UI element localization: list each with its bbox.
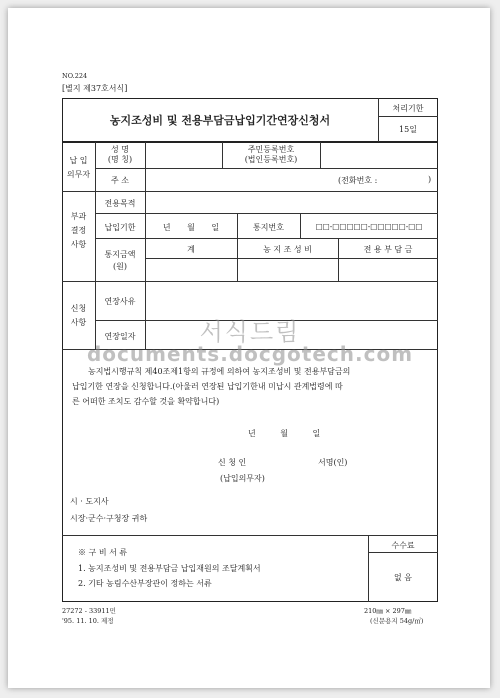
amount-farmland-field[interactable] [239,260,336,279]
application-section-label: 신청 사항 [70,304,87,327]
recipient-line-2: 시장·군수·구청장 귀하 [70,514,148,523]
address-label: 주 소 [111,176,129,185]
amount-total-header: 계 [187,245,195,254]
documents-heading: ※ 구 비 서 류 [78,548,128,557]
form-title: 농지조성비 및 전용부담금납입기간연장신청서 [109,114,331,127]
name-field[interactable] [147,144,219,166]
address-field[interactable] [147,170,327,189]
purpose-label: 전용목적 [104,199,136,208]
purpose-field[interactable] [147,193,436,211]
document-item-1: 1. 농지조성비 및 전용부담금 납입재원의 조달계획서 [78,564,261,573]
form-label: [별지 제37호서식] [62,84,128,93]
processing-value: 15일 [399,125,417,134]
footer-enacted: '95. 11. 10. 제정 [62,617,114,625]
footer-paper-size: 210㎜ × 297㎜ [364,607,412,615]
amount-total-field[interactable] [147,260,235,279]
signature-label[interactable]: 서명(인) [318,458,348,467]
notice-number-label: 통지번호 [253,223,284,232]
payment-section-label: 부과 결정 사항 [70,212,87,249]
fee-label: 수수료 [391,541,415,550]
watermark-url: documents.docgotech.com [86,342,414,366]
form-number: NO.224 [62,72,88,80]
reg-number-label: 주민등록번호 (법인등록번호) [244,145,298,164]
document-item-2: 2. 기타 농림수산부장관이 정하는 서류 [78,579,212,588]
declaration-line-1: 농지법시행규칙 제40조제1항의 규정에 의하여 농지조성비 및 전용부담금의 [88,367,351,376]
declaration-line-3: 른 어떠한 조치도 감수할 것을 확약합니다) [72,397,220,406]
recipient-line-1: 시 · 도지사 [70,497,109,506]
amount-burden-header: 전 용 부 담 금 [363,245,413,254]
amount-label: 통지금액 (원) [104,250,136,271]
footer-code: 27272 - 33911민 [62,607,116,615]
deadline-value[interactable]: 년 월 일 [162,223,220,232]
phone-label: (전화번호 : [338,176,378,185]
processing-label: 처리기한 [392,104,424,113]
reg-number-field[interactable] [322,144,436,166]
applicant-label: 신 청 인 [218,458,247,467]
amount-farmland-header: 농 지 조 성 비 [263,245,312,254]
payer-section-label: 납 입 의무자 [66,156,91,179]
fee-value: 없 음 [394,573,412,582]
watermark-title: 서식드림 [199,318,301,346]
application-date: 년 월 일 [248,429,321,438]
name-label: 성 명 (명 칭) [107,145,133,164]
extension-date-label: 연장일자 [104,332,136,341]
deadline-label: 납입기한 [104,223,136,232]
applicant-sub-label: (납입의무자) [220,474,265,483]
phone-close: ) [428,175,432,184]
notice-number-value[interactable]: □□-□□□□□-□□□□□-□□ [315,222,423,231]
declaration-line-2: 납입기한 연장을 신청합니다.(아울러 연장된 납입기한내 미납시 관계법령에 따 [72,382,343,391]
amount-burden-field[interactable] [340,260,436,279]
footer-paper-type: (신문용지 54g/㎡) [370,617,424,625]
reason-label: 연장사유 [104,297,136,306]
